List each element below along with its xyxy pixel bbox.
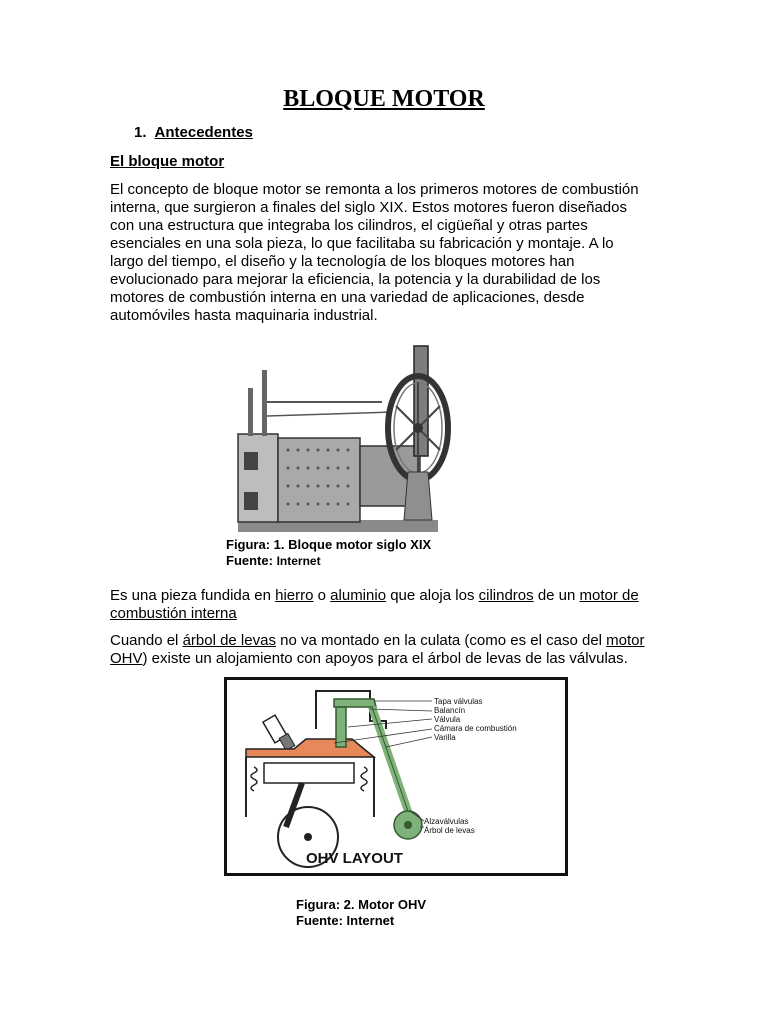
link-motor-ohv[interactable]: motor OHV <box>110 632 645 667</box>
link-cilindros[interactable]: cilindros <box>478 587 534 604</box>
section-label: Antecedentes <box>154 124 253 141</box>
figure-1-source-label: Fuente: <box>226 553 273 568</box>
label-varilla: Varilla <box>434 733 456 742</box>
figure-1-title: Figura: 1. Bloque motor siglo XIX <box>226 537 432 552</box>
figure-1-caption <box>226 537 431 569</box>
figure-2-ohv-diagram <box>224 677 568 876</box>
label-balancin: Balancín <box>434 706 466 715</box>
section-heading <box>134 124 253 141</box>
text-span: que aloja los <box>386 587 479 604</box>
label-alzavalvulas: Alzaválvulas <box>424 817 469 826</box>
link-aluminio[interactable]: aluminio <box>330 587 387 604</box>
text-span: ) existe un alojamiento con apoyos para el árbol de levas de las válvulas. <box>142 650 628 667</box>
paragraph-ohv <box>110 632 650 668</box>
paragraph-definition <box>110 587 650 623</box>
figure-2-caption <box>296 897 426 929</box>
link-motor-combustion-interna[interactable]: motor de combustión interna <box>110 587 639 622</box>
label-arbol-de-levas: Árbol de levas <box>424 826 475 835</box>
text-span: o <box>313 587 331 604</box>
paragraph-intro: El concepto de bloque motor se remonta a los primeros motores de combustión interna, que surgieron a finales del siglo XIX. Estos motores fueron diseñados con una estructura que integraba los cilindros, el cigüeñal y otras partes esenciales en una sola pieza, lo que facilitaba su fabricación y montaje. A lo largo del tiempo, el diseño y la tecnología de los bloques motores han evolucionado para mejorar la eficiencia, la potencia y la durabilidad de los motores de combustión interna en una variedad de aplicaciones, desde automóviles hasta maquinaria industrial. <box>110 181 639 324</box>
figure-1-source-value: Internet <box>276 554 321 568</box>
label-tapa-valvulas: Tapa válvulas <box>434 697 483 706</box>
label-valvula: Válvula <box>434 715 461 724</box>
text-span: Cuando el <box>110 632 183 649</box>
text-span: no va montado en la culata (como es el caso del <box>275 632 607 649</box>
figure-2-source: Fuente: Internet <box>296 913 395 928</box>
figure-2-caption-title: Figura: 2. Motor OHV <box>296 897 426 912</box>
label-camara-combustion: Cámara de combustión <box>434 724 517 733</box>
link-arbol-de-levas[interactable]: árbol de levas <box>182 632 276 649</box>
subheading: El bloque motor <box>110 153 225 170</box>
text-span: Es una pieza fundida en <box>110 587 276 604</box>
figure-2-title: OHV LAYOUT <box>306 850 403 867</box>
figure-1-source <box>226 553 431 569</box>
text-span: de un <box>533 587 580 604</box>
section-number: 1. <box>134 124 147 141</box>
link-hierro[interactable]: hierro <box>275 587 314 604</box>
document-title: BLOQUE MOTOR <box>283 86 485 112</box>
figure-1-engine-illustration <box>232 342 472 536</box>
